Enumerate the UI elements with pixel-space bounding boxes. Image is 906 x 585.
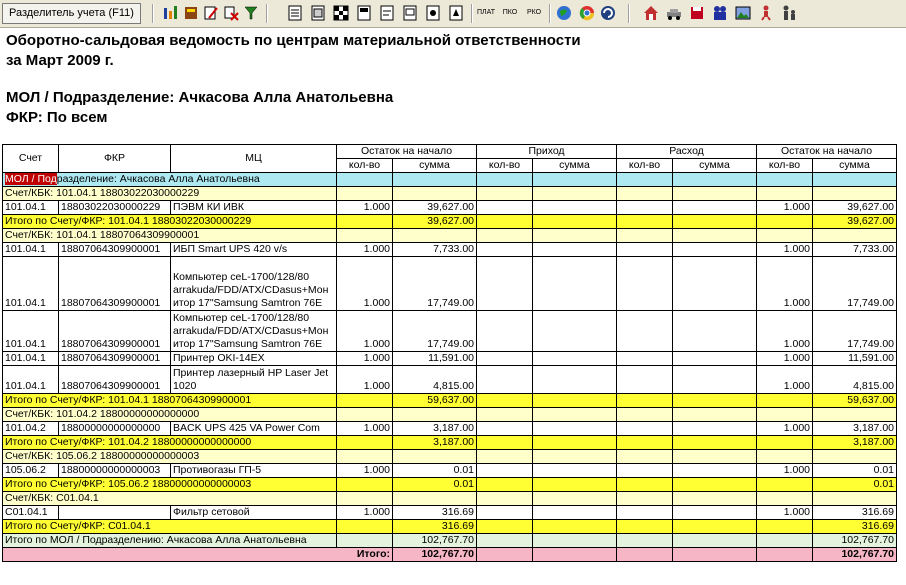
home-icon[interactable] xyxy=(643,5,659,21)
toolbar-separator xyxy=(628,4,630,23)
empty-cell xyxy=(757,394,813,408)
cell-sum-close: 17,749.00 xyxy=(813,257,897,311)
empty-cell xyxy=(673,478,757,492)
chrome-icon[interactable] xyxy=(579,5,595,21)
mol-row[interactable] xyxy=(3,173,897,187)
cell-sum-in xyxy=(533,352,617,366)
report-header xyxy=(0,28,906,143)
empty-cell xyxy=(673,520,757,534)
cell-qty-open: 1.000 xyxy=(337,352,393,366)
empty-cell xyxy=(477,187,533,201)
acc-row[interactable] xyxy=(3,229,897,243)
cell-sum-open: 59,637.00 xyxy=(393,394,477,408)
empty-cell xyxy=(533,520,617,534)
cell-qty-in xyxy=(477,464,533,478)
cell-fkr: 18800000000000000 xyxy=(59,422,171,436)
empty-cell xyxy=(673,408,757,422)
cell-sum-open: 102,767.70 xyxy=(393,548,477,562)
empty-cell xyxy=(813,187,897,201)
plat-icon[interactable]: ПЛАТ xyxy=(476,9,496,16)
cell-fkr: 18803022030000229 xyxy=(59,201,171,215)
mtot-row[interactable] xyxy=(3,534,897,548)
account-label: Счет/КБК: 105.06.2 18800000000000003 xyxy=(3,450,337,464)
cell-qty-open: 1.000 xyxy=(337,311,393,352)
empty-cell xyxy=(757,408,813,422)
cell-sum-out xyxy=(673,243,757,257)
cell-qty-close: 1.000 xyxy=(757,243,813,257)
empty-cell xyxy=(617,187,673,201)
empty-cell xyxy=(617,229,673,243)
sub-row[interactable] xyxy=(3,215,897,229)
mol-header-cell xyxy=(3,173,337,187)
empty-cell xyxy=(757,436,813,450)
table-row[interactable] xyxy=(3,352,897,366)
empty-cell xyxy=(533,408,617,422)
cell-sum-in xyxy=(533,366,617,394)
cell-schet: 101.04.1 xyxy=(3,243,59,257)
cell-fkr xyxy=(59,506,171,520)
empty-cell xyxy=(813,450,897,464)
cell-sum-close: 17,749.00 xyxy=(813,311,897,352)
empty-cell xyxy=(337,173,393,187)
cell-qty-in xyxy=(477,257,533,311)
account-label: Счет/КБК: 101.04.1 18807064309900001 xyxy=(3,229,337,243)
col-header-closing: Остаток на начало xyxy=(757,145,897,159)
cell-sum-open: 316.69 xyxy=(393,520,477,534)
cell-qty-close: 1.000 xyxy=(757,257,813,311)
fkr-label: ФКР: По всем xyxy=(6,109,108,126)
empty-cell xyxy=(337,450,393,464)
cell-fkr: 18807064309900001 xyxy=(59,257,171,311)
empty-cell xyxy=(617,215,673,229)
cell-qty-close: 1.000 xyxy=(757,464,813,478)
empty-cell xyxy=(477,520,533,534)
cell-qty-open: 1.000 xyxy=(337,243,393,257)
turnover-table xyxy=(2,144,897,562)
cell-qty-open: 1.000 xyxy=(337,422,393,436)
cell-qty-close: 1.000 xyxy=(757,352,813,366)
empty-cell xyxy=(533,548,617,562)
cell-qty-open: 1.000 xyxy=(337,366,393,394)
table-row[interactable] xyxy=(3,506,897,520)
doc5-icon[interactable] xyxy=(402,5,418,21)
cell-sum-out xyxy=(673,201,757,215)
empty-cell xyxy=(337,492,393,506)
cell-sum-open: 3,187.00 xyxy=(393,436,477,450)
cell-sum-close: 59,637.00 xyxy=(813,394,897,408)
empty-cell xyxy=(533,478,617,492)
cell-schet: 101.04.1 xyxy=(3,352,59,366)
cell-sum-close: 3,187.00 xyxy=(813,436,897,450)
cell-qty-out xyxy=(617,311,673,352)
empty-cell xyxy=(757,229,813,243)
cell-qty-in xyxy=(477,506,533,520)
cell-sum-in xyxy=(533,506,617,520)
cell-sum-out xyxy=(673,506,757,520)
col-header-sum: сумма xyxy=(393,159,477,173)
subtotal-label: Итого по Счету/ФКР: 101.04.1 18803022030000229 xyxy=(3,215,337,229)
toolbar-separator xyxy=(266,4,268,23)
cell-schet: 101.04.1 xyxy=(3,201,59,215)
col-header-schet: Счет xyxy=(3,145,59,173)
rko-icon[interactable]: РКО xyxy=(526,9,542,16)
col-header-mc: МЦ xyxy=(171,145,337,173)
cell-sum-open: 39,627.00 xyxy=(393,215,477,229)
cell-qty-in xyxy=(477,422,533,436)
image-icon[interactable] xyxy=(735,5,751,21)
empty-cell xyxy=(617,450,673,464)
empty-cell xyxy=(477,215,533,229)
empty-cell xyxy=(757,492,813,506)
filter-icon[interactable] xyxy=(243,5,259,21)
empty-cell xyxy=(673,436,757,450)
report-title: Оборотно-сальдовая ведомость по центрам материальной ответственности xyxy=(6,32,581,49)
pko-icon[interactable]: ПКО xyxy=(502,9,518,16)
cell-sum-open: 3,187.00 xyxy=(393,422,477,436)
separator-button[interactable]: Разделитель учета (F11) xyxy=(2,3,141,24)
cell-qty-out xyxy=(617,243,673,257)
empty-cell xyxy=(337,394,393,408)
empty-cell xyxy=(757,534,813,548)
edit-icon[interactable] xyxy=(203,5,219,21)
doc6-icon[interactable] xyxy=(425,5,441,21)
col-header-qty: кол-во xyxy=(477,159,533,173)
cell-qty-close: 1.000 xyxy=(757,366,813,394)
mol-label: МОЛ / Подразделение: Ачкасова Алла Анатольевна xyxy=(6,89,394,106)
cell-sum-close: 39,627.00 xyxy=(813,201,897,215)
disk-icon[interactable] xyxy=(689,5,705,21)
cell-sum-in xyxy=(533,464,617,478)
toolbar-separator xyxy=(471,4,473,23)
empty-cell xyxy=(673,173,757,187)
cell-sum-out xyxy=(673,352,757,366)
cell-fkr: 18800000000000003 xyxy=(59,464,171,478)
col-header-opening: Остаток на начало xyxy=(337,145,477,159)
cell-mc: Противогазы ГП-5 xyxy=(171,464,337,478)
doc7-icon[interactable] xyxy=(448,5,464,21)
cell-fkr: 18807064309900001 xyxy=(59,352,171,366)
cell-mc: Компьютер ceL-1700/128/80 arrakuda/FDD/ATX/CDasus+Мон итор 17"Samsung Samtron 76E xyxy=(171,257,337,311)
cell-qty-close: 1.000 xyxy=(757,201,813,215)
empty-cell xyxy=(393,187,477,201)
cell-qty-open: 1.000 xyxy=(337,257,393,311)
empty-cell xyxy=(533,173,617,187)
cell-qty-out xyxy=(617,257,673,311)
col-header-expense: Расход xyxy=(617,145,757,159)
cell-schet: 101.04.1 xyxy=(3,366,59,394)
subtotal-label: Итого по Счету/ФКР: С01.04.1 xyxy=(3,520,337,534)
cell-sum-close: 4,815.00 xyxy=(813,366,897,394)
empty-cell xyxy=(617,436,673,450)
cell-mc: BACK UPS 425 VA Power Com xyxy=(171,422,337,436)
empty-cell xyxy=(617,394,673,408)
empty-cell xyxy=(533,394,617,408)
cell-sum-in xyxy=(533,311,617,352)
empty-cell xyxy=(533,187,617,201)
cell-qty-in xyxy=(477,311,533,352)
empty-cell xyxy=(393,408,477,422)
empty-cell xyxy=(813,229,897,243)
mol-header-text: разделение: Ачкасова Алла Анатольевна xyxy=(56,173,260,185)
table-row[interactable] xyxy=(3,201,897,215)
refresh-icon[interactable] xyxy=(600,5,616,21)
cell-qty-open: 1.000 xyxy=(337,464,393,478)
empty-cell xyxy=(673,187,757,201)
table-row[interactable] xyxy=(3,422,897,436)
cell-sum-open: 102,767.70 xyxy=(393,534,477,548)
col-header-fkr: ФКР xyxy=(59,145,171,173)
car-icon[interactable] xyxy=(666,5,682,21)
account-label: Счет/КБК: 101.04.2 18800000000000000 xyxy=(3,408,337,422)
mol-total-label: Итого по МОЛ / Подразделению: Ачкасова Алла Анатольевна xyxy=(3,534,337,548)
table-row[interactable] xyxy=(3,243,897,257)
family-icon[interactable] xyxy=(781,5,797,21)
empty-cell xyxy=(673,534,757,548)
subtotal-label: Итого по Счету/ФКР: 105.06.2 18800000000000003 xyxy=(3,478,337,492)
cell-sum-open: 0.01 xyxy=(393,464,477,478)
cell-sum-open: 39,627.00 xyxy=(393,201,477,215)
cell-sum-out xyxy=(673,464,757,478)
empty-cell xyxy=(673,229,757,243)
empty-cell xyxy=(533,229,617,243)
subtotal-label: Итого по Счету/ФКР: 101.04.2 18800000000000000 xyxy=(3,436,337,450)
empty-cell xyxy=(757,548,813,562)
cell-qty-out xyxy=(617,422,673,436)
cell-qty-in xyxy=(477,352,533,366)
cell-mc: Принтер лазерный HP Laser Jet 1020 xyxy=(171,366,337,394)
grid-icon[interactable] xyxy=(333,5,349,21)
cell-qty-out xyxy=(617,464,673,478)
doc3-icon[interactable] xyxy=(356,5,372,21)
cell-sum-in xyxy=(533,257,617,311)
table-row[interactable] xyxy=(3,257,897,311)
cell-mc: Компьютер ceL-1700/128/80 arrakuda/FDD/ATX/CDasus+Мон итор 17"Samsung Samtron 76E xyxy=(171,311,337,352)
cell-schet: 101.04.1 xyxy=(3,311,59,352)
cell-sum-close: 102,767.70 xyxy=(813,534,897,548)
cell-sum-open: 11,591.00 xyxy=(393,352,477,366)
grand-total-row[interactable] xyxy=(3,548,897,562)
users-icon[interactable] xyxy=(712,5,728,21)
book-icon[interactable] xyxy=(183,5,199,21)
empty-cell xyxy=(477,450,533,464)
cell-sum-close: 102,767.70 xyxy=(813,548,897,562)
empty-cell xyxy=(757,187,813,201)
empty-cell xyxy=(477,394,533,408)
col-header-sum: сумма xyxy=(813,159,897,173)
acc-row[interactable] xyxy=(3,187,897,201)
empty-cell xyxy=(673,394,757,408)
empty-cell xyxy=(477,548,533,562)
empty-cell xyxy=(757,520,813,534)
col-header-income: Приход xyxy=(477,145,617,159)
grand-total-label: Итого: xyxy=(3,548,393,562)
cell-qty-close: 1.000 xyxy=(757,506,813,520)
acc-row[interactable] xyxy=(3,450,897,464)
empty-cell xyxy=(813,173,897,187)
empty-cell xyxy=(673,450,757,464)
person-icon[interactable] xyxy=(758,5,774,21)
cell-qty-open: 1.000 xyxy=(337,506,393,520)
cell-sum-close: 3,187.00 xyxy=(813,422,897,436)
cell-qty-in xyxy=(477,366,533,394)
doc2-icon[interactable] xyxy=(310,5,326,21)
cell-schet: 101.04.2 xyxy=(3,422,59,436)
cell-schet: 101.04.1 xyxy=(3,257,59,311)
cell-sum-open: 4,815.00 xyxy=(393,366,477,394)
empty-cell xyxy=(393,229,477,243)
cell-sum-close: 11,591.00 xyxy=(813,352,897,366)
empty-cell xyxy=(673,548,757,562)
empty-cell xyxy=(393,450,477,464)
cell-sum-close: 0.01 xyxy=(813,478,897,492)
empty-cell xyxy=(813,492,897,506)
cell-sum-out xyxy=(673,311,757,352)
cell-sum-open: 17,749.00 xyxy=(393,257,477,311)
cell-mc: ПЭВМ КИ ИВК xyxy=(171,201,337,215)
empty-cell xyxy=(477,492,533,506)
empty-cell xyxy=(617,534,673,548)
cell-sum-out xyxy=(673,422,757,436)
cell-mc: Принтер OKI-14EX xyxy=(171,352,337,366)
col-header-qty: кол-во xyxy=(757,159,813,173)
empty-cell xyxy=(477,436,533,450)
subtotal-label: Итого по Счету/ФКР: 101.04.1 18807064309900001 xyxy=(3,394,337,408)
report-icon[interactable] xyxy=(163,5,179,21)
cell-qty-out xyxy=(617,352,673,366)
cell-qty-out xyxy=(617,506,673,520)
cell-mc: ИБП Smart UPS 420 v/s xyxy=(171,243,337,257)
col-header-sum: сумма xyxy=(533,159,617,173)
empty-cell xyxy=(617,173,673,187)
empty-cell xyxy=(757,478,813,492)
cell-sum-close: 39,627.00 xyxy=(813,215,897,229)
cell-sum-close: 0.01 xyxy=(813,464,897,478)
cell-fkr: 18807064309900001 xyxy=(59,311,171,352)
empty-cell xyxy=(337,534,393,548)
empty-cell xyxy=(477,408,533,422)
cell-sum-in xyxy=(533,243,617,257)
empty-cell xyxy=(393,492,477,506)
cell-sum-close: 316.69 xyxy=(813,520,897,534)
empty-cell xyxy=(477,478,533,492)
empty-cell xyxy=(477,173,533,187)
cell-fkr: 18807064309900001 xyxy=(59,366,171,394)
empty-cell xyxy=(673,215,757,229)
empty-cell xyxy=(617,408,673,422)
empty-cell xyxy=(393,173,477,187)
sub-row[interactable] xyxy=(3,436,897,450)
cell-qty-open: 1.000 xyxy=(337,201,393,215)
sub-row[interactable] xyxy=(3,520,897,534)
globe-icon[interactable] xyxy=(556,5,572,21)
empty-cell xyxy=(533,492,617,506)
empty-cell xyxy=(617,548,673,562)
empty-cell xyxy=(617,492,673,506)
empty-cell xyxy=(757,450,813,464)
col-header-qty: кол-во xyxy=(337,159,393,173)
cell-sum-close: 316.69 xyxy=(813,506,897,520)
doc1-icon[interactable] xyxy=(287,5,303,21)
cell-qty-out xyxy=(617,201,673,215)
empty-cell xyxy=(757,215,813,229)
cell-fkr: 18807064309900001 xyxy=(59,243,171,257)
empty-cell xyxy=(813,408,897,422)
empty-cell xyxy=(477,229,533,243)
table-row[interactable] xyxy=(3,311,897,352)
cell-sum-open: 7,733.00 xyxy=(393,243,477,257)
toolbar xyxy=(0,0,906,28)
cell-qty-in xyxy=(477,201,533,215)
col-header-sum: сумма xyxy=(673,159,757,173)
cell-sum-open: 0.01 xyxy=(393,478,477,492)
cell-mc: Фильтр сетовой xyxy=(171,506,337,520)
cell-sum-in xyxy=(533,201,617,215)
cell-sum-out xyxy=(673,366,757,394)
cell-schet: С01.04.1 xyxy=(3,506,59,520)
empty-cell xyxy=(617,478,673,492)
empty-cell xyxy=(337,187,393,201)
empty-cell xyxy=(533,534,617,548)
empty-cell xyxy=(533,450,617,464)
cell-qty-close: 1.000 xyxy=(757,311,813,352)
mol-tag: МОЛ / Под xyxy=(5,173,57,185)
delete-icon[interactable] xyxy=(223,5,239,21)
acc-row[interactable] xyxy=(3,408,897,422)
cell-sum-close: 7,733.00 xyxy=(813,243,897,257)
empty-cell xyxy=(337,520,393,534)
account-label: Счет/КБК: С01.04.1 xyxy=(3,492,337,506)
cell-schet: 105.06.2 xyxy=(3,464,59,478)
toolbar-separator xyxy=(152,4,154,23)
cell-qty-close: 1.000 xyxy=(757,422,813,436)
empty-cell xyxy=(337,229,393,243)
empty-cell xyxy=(533,436,617,450)
sub-row[interactable] xyxy=(3,394,897,408)
table-row[interactable] xyxy=(3,464,897,478)
empty-cell xyxy=(617,520,673,534)
cell-sum-open: 17,749.00 xyxy=(393,311,477,352)
account-label: Счет/КБК: 101.04.1 18803022030000229 xyxy=(3,187,337,201)
toolbar-separator xyxy=(549,4,551,23)
col-header-qty: кол-во xyxy=(617,159,673,173)
report-period: за Март 2009 г. xyxy=(6,52,114,69)
empty-cell xyxy=(337,436,393,450)
empty-cell xyxy=(337,478,393,492)
empty-cell xyxy=(757,173,813,187)
cell-qty-out xyxy=(617,366,673,394)
empty-cell xyxy=(477,534,533,548)
empty-cell xyxy=(337,215,393,229)
cell-qty-in xyxy=(477,243,533,257)
empty-cell xyxy=(673,492,757,506)
sub-row[interactable] xyxy=(3,478,897,492)
cell-sum-open: 316.69 xyxy=(393,506,477,520)
cell-sum-out xyxy=(673,257,757,311)
cell-sum-in xyxy=(533,422,617,436)
doc4-icon[interactable] xyxy=(379,5,395,21)
table-row[interactable] xyxy=(3,366,897,394)
empty-cell xyxy=(337,408,393,422)
empty-cell xyxy=(533,215,617,229)
acc-row[interactable] xyxy=(3,492,897,506)
